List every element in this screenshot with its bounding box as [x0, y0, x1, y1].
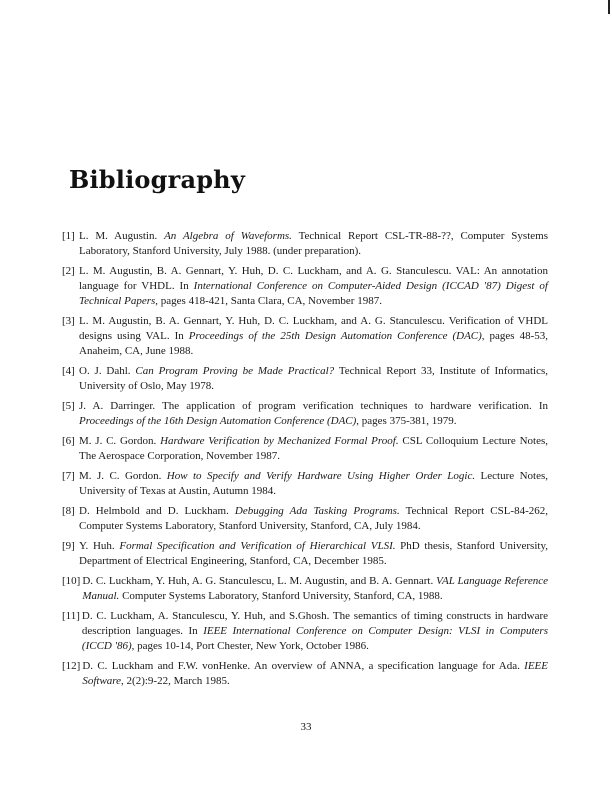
reference-list — [62, 229, 548, 694]
reference-text — [77, 364, 548, 394]
reference-segment: Computer Systems Laboratory, Stanford University, Stanford, CA, 1988. — [119, 590, 443, 602]
reference-text — [77, 504, 548, 534]
reference-text — [77, 399, 548, 429]
reference-number: [3] — [62, 315, 75, 327]
reference-segment: , pages 10-14, Port Chester, New York, October 1986. — [131, 640, 369, 652]
reference-title: Hardware Verification by Mechanized Formal Proof. — [160, 435, 399, 447]
reference-segment: D. Helmbold and D. Luckham. — [79, 505, 235, 517]
reference-segment: L. M. Augustin. — [79, 230, 165, 242]
reference-title: Formal Specification and Verification of Hierarchical VLSI. — [119, 540, 396, 552]
reference-entry — [62, 434, 548, 464]
reference-number: [7] — [62, 470, 75, 482]
reference-title: Proceedings of the 25th Design Automation Conference (DAC) — [188, 330, 482, 342]
reference-title: How to Specify and Verify Hardware Using Higher Order Logic. — [166, 470, 476, 482]
reference-title: Debugging Ada Tasking Programs. — [234, 505, 400, 517]
reference-number: [2] — [62, 265, 75, 277]
reference-title: An Algebra of Waveforms. — [164, 230, 292, 242]
page-number: 33 — [300, 721, 312, 733]
reference-number: [6] — [62, 435, 75, 447]
reference-text — [80, 609, 548, 654]
reference-text — [77, 264, 548, 309]
reference-title: Proceedings of the 16th Design Automation Conference (DAC) — [79, 415, 357, 427]
reference-segment: , pages 418-421, Santa Clara, CA, November 1987. — [155, 295, 382, 307]
reference-number: [8] — [62, 505, 75, 517]
reference-segment: , pages 375-381, 1979. — [356, 415, 457, 427]
reference-entry — [62, 659, 548, 689]
reference-entry — [62, 364, 548, 394]
reference-title: International Conference on Computer-Aided Design (ICCAD '87) Digest of Technical Papers — [79, 280, 548, 307]
reference-text — [77, 314, 548, 359]
reference-entry — [62, 264, 548, 309]
reference-segment: L. M. Augustin, B. A. Gennart, Y. Huh, D. C. Luckham, and A. G. Stanculescu. Verification of VHDL designs using VAL. In — [79, 315, 548, 342]
reference-segment: Technical Report 33, Institute of Informatics, University of Oslo, May 1978. — [79, 365, 549, 392]
reference-number: [10] — [62, 575, 81, 587]
reference-text — [77, 229, 548, 259]
reference-text — [77, 539, 548, 569]
reference-segment: O. J. Dahl. — [79, 365, 136, 377]
reference-entry — [62, 314, 548, 359]
reference-number: [4] — [62, 365, 75, 377]
reference-segment: PhD thesis, Stanford University, Department of Electrical Engineering, Stanford, CA, December 1985. — [79, 540, 548, 567]
reference-number: [5] — [62, 400, 75, 412]
reference-entry — [62, 574, 548, 604]
reference-entry — [62, 399, 548, 429]
reference-segment: D. C. Luckham and F.W. vonHenke. An overview of ANNA, a specification language for Ada. — [82, 660, 525, 672]
reference-segment: Technical Report CSL-84-262, Computer Systems Laboratory, Stanford University, Stanford, CA, July 1984. — [79, 505, 548, 532]
reference-segment: Y. Huh. — [79, 540, 120, 552]
reference-segment: CSL Colloquium Lecture Notes, The Aerospace Corporation, November 1987. — [79, 435, 548, 462]
reference-segment: Technical Report CSL-TR-88-??, Computer Systems Laboratory, Stanford University, July 1988. (under preparation). — [79, 230, 548, 257]
reference-segment: D. C. Luckham, A. Stanculescu, Y. Huh, and S.Ghosh. The semantics of timing constructs in hardware description languages. In — [81, 610, 548, 637]
reference-title: VAL Language Reference Manual. — [82, 575, 548, 602]
reference-entry — [62, 609, 548, 654]
reference-number: [1] — [62, 230, 75, 242]
reference-segment: , 2(2):9-22, March 1985. — [121, 675, 230, 687]
reference-entry — [62, 504, 548, 534]
reference-segment: , pages 48-53, Anaheim, CA, June 1988. — [79, 330, 549, 357]
reference-entry — [62, 469, 548, 499]
reference-number: [9] — [62, 540, 75, 552]
reference-text — [80, 659, 548, 689]
reference-segment: L. M. Augustin, B. A. Gennart, Y. Huh, D. C. Luckham, and A. G. Stanculescu. VAL: An annotation language for VHDL. In — [79, 265, 548, 292]
reference-segment: D. C. Luckham, Y. Huh, A. G. Stanculescu, L. M. Augustin, and B. A. Gennart. — [82, 575, 437, 587]
reference-text — [77, 469, 548, 499]
reference-segment: M. J. C. Gordon. — [79, 470, 167, 482]
scan-edge-mark — [608, 0, 610, 14]
reference-title: IEEE International Conference on Computer Design: VLSI in Computers (ICCD '86) — [81, 625, 548, 652]
reference-entry — [62, 229, 548, 259]
reference-text — [77, 434, 548, 464]
reference-text — [80, 574, 548, 604]
reference-entry — [62, 539, 548, 569]
reference-number: [11] — [62, 610, 80, 622]
page-title: Bibliography — [69, 165, 245, 194]
reference-segment: M. J. C. Gordon. — [79, 435, 161, 447]
reference-segment: J. A. Darringer. The application of program verification techniques to hardware verification. In — [79, 400, 548, 412]
reference-number: [12] — [62, 660, 81, 672]
reference-title: Can Program Proving be Made Practical? — [135, 365, 335, 377]
reference-segment: Lecture Notes, University of Texas at Austin, Autumn 1984. — [79, 470, 548, 497]
reference-title: IEEE Software — [82, 660, 548, 687]
